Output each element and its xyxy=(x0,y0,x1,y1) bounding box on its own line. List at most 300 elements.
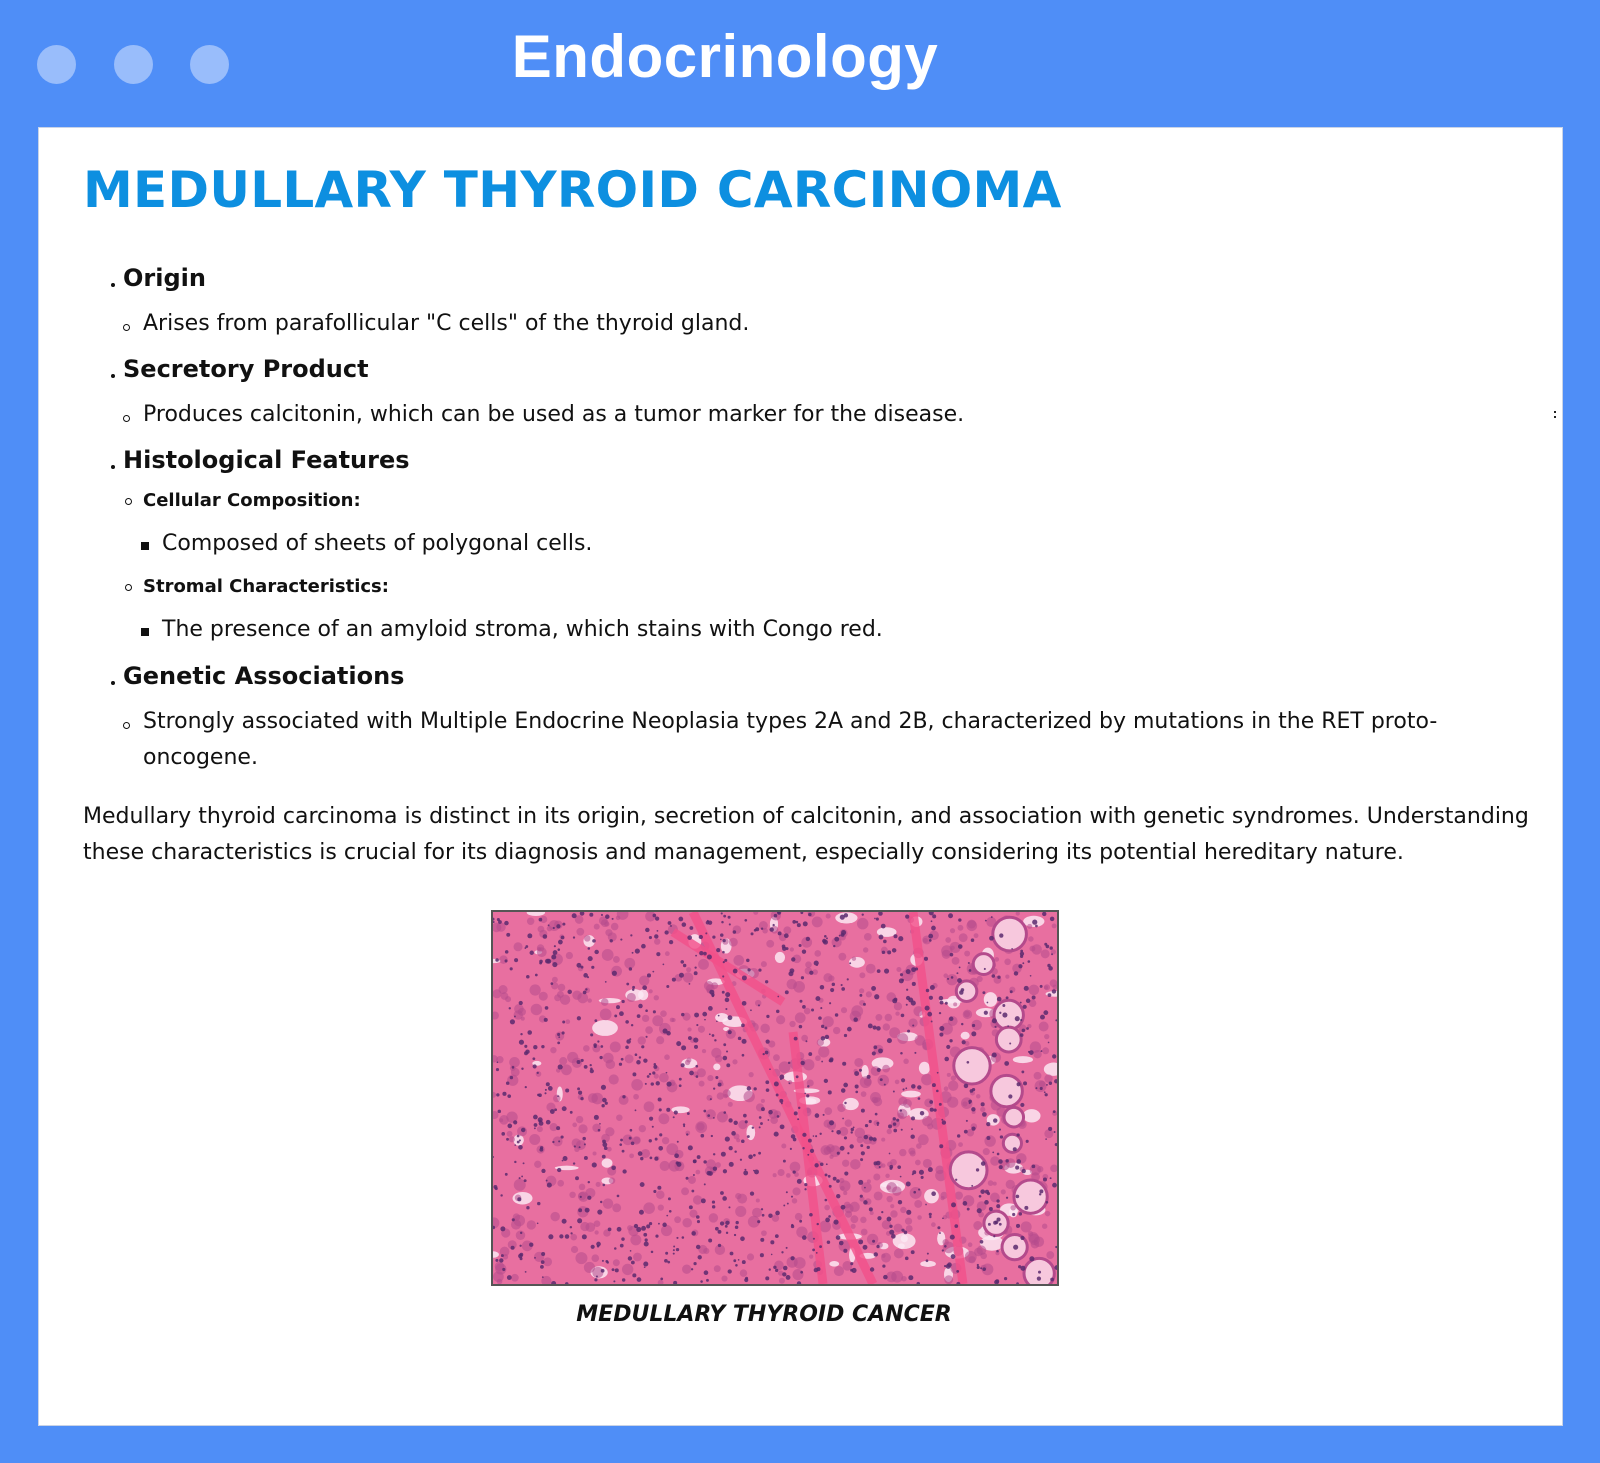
cell-nucleus xyxy=(718,1230,722,1234)
tissue-cell xyxy=(514,942,523,951)
tissue-cell xyxy=(591,1254,599,1262)
tissue-cell xyxy=(661,1225,672,1236)
cell-nucleus xyxy=(712,1205,715,1208)
cell-nucleus xyxy=(863,1200,868,1205)
cell-nucleus xyxy=(777,996,779,998)
cell-nucleus xyxy=(728,1206,730,1208)
cell-nucleus xyxy=(697,1220,700,1223)
cell-nucleus xyxy=(707,955,712,960)
cell-nucleus xyxy=(631,1141,635,1145)
cell-nucleus xyxy=(791,1196,793,1198)
cell-nucleus xyxy=(802,1133,806,1137)
tissue-cell xyxy=(658,1113,669,1124)
app-title: Endocrinology xyxy=(511,23,939,90)
cell-nucleus xyxy=(585,988,587,990)
cell-nucleus xyxy=(854,1071,859,1076)
cell-nucleus xyxy=(504,921,509,926)
cell-nucleus xyxy=(644,1241,649,1246)
thyroid-follicle xyxy=(1004,1107,1024,1127)
cell-nucleus xyxy=(791,1225,794,1228)
cell-nucleus xyxy=(723,915,726,918)
cell-nucleus xyxy=(524,1045,527,1048)
cell-nucleus xyxy=(842,1118,844,1120)
cell-nucleus xyxy=(605,1102,608,1105)
cell-nucleus xyxy=(714,1039,716,1041)
cell-nucleus xyxy=(525,1049,529,1053)
cell-nucleus xyxy=(788,1062,790,1064)
cell-nucleus xyxy=(863,1245,868,1250)
cell-nucleus xyxy=(740,1159,742,1161)
cell-nucleus xyxy=(877,1216,881,1220)
cell-nucleus xyxy=(509,1007,511,1009)
cell-nucleus xyxy=(1004,1277,1007,1280)
cell-nucleus xyxy=(632,988,634,990)
cell-nucleus xyxy=(625,1020,629,1024)
cell-nucleus xyxy=(1022,962,1024,964)
cell-nucleus xyxy=(726,1063,730,1067)
tissue-space xyxy=(1023,1109,1041,1122)
cell-nucleus xyxy=(786,1247,788,1249)
tissue-cell xyxy=(693,1195,702,1204)
cell-nucleus xyxy=(576,963,581,968)
cell-nucleus xyxy=(678,917,683,922)
summary-line-2: these characteristics is crucial for its diagnosis and management, especially considering its potential hereditary nature. xyxy=(83,840,1404,865)
cell-nucleus xyxy=(517,1197,521,1201)
tissue-cell xyxy=(687,1027,691,1031)
cell-nucleus xyxy=(809,971,813,975)
cell-nucleus xyxy=(928,1167,933,1172)
cell-nucleus xyxy=(876,1122,879,1125)
cell-nucleus xyxy=(551,955,556,960)
cell-nucleus xyxy=(1046,1201,1049,1204)
tissue-cell xyxy=(658,1205,664,1211)
cell-nucleus xyxy=(713,1153,715,1155)
cell-nucleus xyxy=(594,950,598,954)
cell-nucleus xyxy=(783,1205,785,1207)
tissue-cell xyxy=(882,1220,891,1229)
cell-nucleus xyxy=(779,1075,784,1080)
tissue-cell xyxy=(698,959,709,970)
cell-nucleus xyxy=(514,1161,516,1163)
cell-nucleus xyxy=(993,1221,997,1225)
cell-nucleus xyxy=(815,1135,817,1137)
cell-nucleus xyxy=(768,1110,773,1115)
tissue-space xyxy=(829,1261,839,1267)
cell-nucleus xyxy=(942,1217,944,1219)
cell-nucleus xyxy=(1015,1166,1019,1170)
cell-nucleus xyxy=(622,1169,626,1173)
cell-nucleus xyxy=(905,914,909,918)
cell-nucleus xyxy=(967,1208,970,1211)
tissue-cell xyxy=(915,1035,926,1046)
section-title-genetic-associations: Genetic Associations xyxy=(123,662,405,690)
tissue-cell xyxy=(1030,1164,1041,1175)
cell-nucleus xyxy=(933,1108,936,1111)
cell-nucleus xyxy=(632,1273,636,1277)
cell-nucleus xyxy=(653,1065,657,1069)
tissue-cell xyxy=(944,1086,949,1091)
cell-nucleus xyxy=(930,1108,934,1112)
cell-nucleus xyxy=(996,1199,999,1202)
cell-nucleus xyxy=(874,1252,878,1256)
cell-nucleus xyxy=(905,1257,909,1261)
cell-nucleus xyxy=(761,928,763,930)
cell-nucleus xyxy=(673,1116,675,1118)
tissue-cell xyxy=(616,1114,622,1120)
cell-nucleus xyxy=(612,971,617,976)
cell-nucleus xyxy=(733,1259,736,1262)
cell-nucleus xyxy=(784,933,789,938)
tissue-cell xyxy=(821,1145,831,1155)
cell-nucleus xyxy=(718,1015,720,1017)
cell-nucleus xyxy=(844,1171,848,1175)
cell-nucleus xyxy=(778,931,782,935)
cell-nucleus xyxy=(495,958,499,962)
cell-nucleus xyxy=(514,958,518,962)
tissue-cell xyxy=(612,1203,621,1212)
tissue-cell xyxy=(947,1073,951,1077)
cell-nucleus xyxy=(939,1103,942,1106)
cell-nucleus xyxy=(518,1254,522,1258)
cell-nucleus xyxy=(653,1190,656,1193)
cell-nucleus xyxy=(617,1227,622,1232)
cell-nucleus xyxy=(673,1245,675,1247)
cell-nucleus xyxy=(611,1166,616,1171)
cell-nucleus xyxy=(862,913,864,915)
cell-nucleus xyxy=(917,1085,921,1089)
cell-nucleus xyxy=(562,923,565,926)
cell-nucleus xyxy=(791,957,795,961)
cell-nucleus xyxy=(613,1280,615,1282)
cell-nucleus xyxy=(901,1014,905,1018)
cell-nucleus xyxy=(1000,1135,1003,1138)
tissue-cell xyxy=(627,1225,633,1231)
cell-nucleus xyxy=(810,1149,814,1153)
cell-nucleus xyxy=(544,1092,546,1094)
cell-nucleus xyxy=(982,1112,987,1117)
cell-nucleus xyxy=(590,1033,593,1036)
cell-nucleus xyxy=(665,1252,668,1255)
section-title-secretory-product: Secretory Product xyxy=(123,355,369,383)
cell-nucleus xyxy=(797,1179,802,1184)
cell-nucleus xyxy=(584,1065,588,1069)
cell-nucleus xyxy=(882,1265,885,1268)
tissue-cell xyxy=(686,967,691,972)
tissue-cell xyxy=(729,938,738,947)
tissue-cell xyxy=(537,944,544,951)
tissue-cell xyxy=(962,1101,967,1106)
tissue-cell xyxy=(814,950,821,957)
cell-nucleus xyxy=(562,1106,567,1111)
cell-nucleus xyxy=(701,1198,706,1203)
cell-nucleus xyxy=(602,1260,604,1262)
cell-nucleus xyxy=(588,947,591,950)
cell-nucleus xyxy=(844,1034,847,1037)
tissue-cell xyxy=(990,1156,999,1165)
bullet-circle xyxy=(123,324,130,331)
tissue-cell xyxy=(837,1104,845,1112)
cell-nucleus xyxy=(883,940,887,944)
tissue-cell xyxy=(1032,944,1042,954)
cell-nucleus xyxy=(793,1138,797,1142)
tissue-cell xyxy=(968,1242,973,1247)
cell-nucleus xyxy=(894,998,898,1002)
cell-nucleus xyxy=(577,1087,580,1090)
cell-nucleus xyxy=(758,1152,761,1155)
cell-nucleus xyxy=(961,1023,963,1025)
cell-nucleus xyxy=(540,1146,543,1149)
cell-nucleus xyxy=(720,1191,724,1195)
cell-nucleus xyxy=(620,1139,623,1142)
cell-nucleus xyxy=(743,1114,747,1118)
cell-nucleus xyxy=(704,1183,706,1185)
cell-nucleus xyxy=(1008,1094,1012,1098)
cell-nucleus xyxy=(979,1195,982,1198)
cell-nucleus xyxy=(734,1234,736,1236)
cell-nucleus xyxy=(548,1234,553,1239)
cell-nucleus xyxy=(843,1083,848,1088)
cell-nucleus xyxy=(996,1250,999,1253)
tissue-cell xyxy=(659,1073,669,1083)
cell-nucleus xyxy=(539,962,542,965)
cell-nucleus xyxy=(819,1133,821,1135)
tissue-cell xyxy=(622,1264,633,1275)
cell-nucleus xyxy=(783,1266,788,1271)
cell-nucleus xyxy=(925,1204,927,1206)
tissue-cell xyxy=(576,1116,583,1123)
cell-nucleus xyxy=(881,1211,883,1213)
tissue-cell xyxy=(530,984,541,995)
cell-nucleus xyxy=(649,1139,652,1142)
tissue-space xyxy=(901,1091,921,1098)
cell-nucleus xyxy=(1045,1138,1047,1140)
cell-nucleus xyxy=(637,1277,642,1282)
tissue-cell xyxy=(588,998,592,1002)
cell-nucleus xyxy=(930,985,935,990)
cell-nucleus xyxy=(782,944,786,948)
cell-nucleus xyxy=(1052,1054,1056,1058)
cell-nucleus xyxy=(649,1222,652,1225)
cell-nucleus xyxy=(597,1040,599,1042)
cell-nucleus xyxy=(893,934,897,938)
cell-nucleus xyxy=(939,996,943,1000)
thyroid-follicle xyxy=(994,1000,1023,1029)
cell-nucleus xyxy=(758,968,761,971)
cell-nucleus xyxy=(652,1071,655,1074)
cell-nucleus xyxy=(612,1268,615,1271)
tissue-cell xyxy=(583,1045,590,1052)
cell-nucleus xyxy=(700,1134,704,1138)
cell-nucleus xyxy=(709,1033,711,1035)
cell-nucleus xyxy=(673,1249,675,1251)
cell-nucleus xyxy=(1017,1082,1021,1086)
tissue-cell xyxy=(792,1187,800,1195)
tissue-cell xyxy=(1052,924,1057,929)
cell-nucleus xyxy=(799,944,802,947)
cell-nucleus xyxy=(518,1145,523,1150)
tissue-cell xyxy=(509,1057,520,1068)
cell-nucleus xyxy=(1020,955,1023,958)
cell-nucleus xyxy=(497,1061,499,1063)
cell-nucleus xyxy=(835,1013,838,1016)
cell-nucleus xyxy=(542,1276,544,1278)
tissue-cell xyxy=(756,1199,760,1203)
cell-nucleus xyxy=(734,1121,738,1125)
cell-nucleus xyxy=(622,1095,625,1098)
cell-nucleus xyxy=(726,1050,728,1052)
cell-nucleus xyxy=(1026,999,1031,1004)
cell-nucleus xyxy=(540,1265,544,1269)
cell-nucleus xyxy=(977,1208,982,1213)
cell-nucleus xyxy=(929,996,933,1000)
tissue-cell xyxy=(624,958,635,969)
tissue-cell xyxy=(552,977,558,983)
cell-nucleus xyxy=(957,978,962,983)
cell-nucleus xyxy=(977,1264,979,1266)
cell-nucleus xyxy=(774,914,778,918)
bullet-circle xyxy=(123,722,130,729)
cell-nucleus xyxy=(499,1258,503,1262)
tissue-cell xyxy=(643,1202,655,1214)
cell-nucleus xyxy=(495,1259,498,1262)
cell-nucleus xyxy=(725,1137,730,1142)
cell-nucleus xyxy=(929,1213,932,1216)
cell-nucleus xyxy=(759,1126,761,1128)
cell-nucleus xyxy=(936,1090,939,1093)
cell-nucleus xyxy=(725,1225,728,1228)
cell-nucleus xyxy=(1046,945,1050,949)
cell-nucleus xyxy=(746,959,749,962)
cell-nucleus xyxy=(621,1237,624,1240)
cell-nucleus xyxy=(502,1092,506,1096)
cell-nucleus xyxy=(864,1135,869,1140)
cell-nucleus xyxy=(1047,964,1051,968)
tissue-cell xyxy=(885,1014,892,1021)
cell-nucleus xyxy=(514,1144,516,1146)
cell-nucleus xyxy=(825,1035,829,1039)
cell-nucleus xyxy=(632,952,634,954)
cell-nucleus xyxy=(992,1152,994,1154)
cell-nucleus xyxy=(625,1045,629,1049)
tissue-cell xyxy=(572,990,581,999)
cell-nucleus xyxy=(597,1209,602,1214)
cell-nucleus xyxy=(590,1067,593,1070)
cell-nucleus xyxy=(541,1260,545,1264)
cell-nucleus xyxy=(582,1137,585,1140)
cell-nucleus xyxy=(1035,925,1038,928)
cell-nucleus xyxy=(660,1278,663,1281)
tissue-cell xyxy=(891,1271,903,1283)
cell-nucleus xyxy=(803,921,808,926)
cell-nucleus xyxy=(577,1218,582,1223)
cell-nucleus xyxy=(1051,953,1053,955)
cell-nucleus xyxy=(562,1031,565,1034)
cell-nucleus xyxy=(901,1229,904,1232)
cell-nucleus xyxy=(814,1163,818,1167)
cell-nucleus xyxy=(877,1068,881,1072)
tissue-cell xyxy=(527,918,534,925)
cell-nucleus xyxy=(659,1133,662,1136)
cell-nucleus xyxy=(638,1151,643,1156)
cell-nucleus xyxy=(825,1173,828,1176)
cell-nucleus xyxy=(828,1090,832,1094)
cell-nucleus xyxy=(742,1054,745,1057)
bullet-circle xyxy=(125,498,132,505)
cell-nucleus xyxy=(931,1191,936,1196)
tissue-cell xyxy=(894,1224,903,1233)
tissue-cell xyxy=(683,972,693,982)
thyroid-follicle xyxy=(993,917,1027,951)
cell-nucleus xyxy=(861,1151,865,1155)
tissue-cell xyxy=(887,1129,892,1134)
cell-nucleus xyxy=(818,1016,822,1020)
tissue-cell xyxy=(786,1173,791,1178)
cell-nucleus xyxy=(573,1162,575,1164)
cell-nucleus xyxy=(906,969,911,974)
tissue-cell xyxy=(761,1230,767,1236)
cell-nucleus xyxy=(976,1168,979,1171)
tissue-cell xyxy=(845,1119,853,1127)
cell-nucleus xyxy=(520,1033,522,1035)
cell-nucleus xyxy=(712,1034,715,1037)
cell-nucleus xyxy=(970,1089,974,1093)
cell-nucleus xyxy=(691,1268,693,1270)
cell-nucleus xyxy=(601,914,603,916)
cell-nucleus xyxy=(785,990,789,994)
cell-nucleus xyxy=(912,1024,914,1026)
cell-nucleus xyxy=(530,951,534,955)
cell-nucleus xyxy=(603,1184,606,1187)
cell-nucleus xyxy=(1023,1081,1027,1085)
tissue-cell xyxy=(850,1159,861,1170)
cell-nucleus xyxy=(578,1091,582,1095)
tissue-cell xyxy=(607,1147,612,1152)
cell-nucleus xyxy=(766,1015,769,1018)
cell-nucleus xyxy=(601,1085,606,1090)
tissue-cell xyxy=(943,1239,949,1245)
tissue-cell xyxy=(1046,1251,1054,1259)
cell-nucleus xyxy=(588,956,593,961)
cell-nucleus xyxy=(750,1191,754,1195)
cell-nucleus xyxy=(987,1002,989,1004)
cell-nucleus xyxy=(955,1179,957,1181)
cell-nucleus xyxy=(774,1081,779,1086)
cell-nucleus xyxy=(689,1071,694,1076)
cell-nucleus xyxy=(939,1232,941,1234)
cell-nucleus xyxy=(937,1226,940,1229)
cell-nucleus xyxy=(728,1269,732,1273)
tissue-cell xyxy=(609,1177,616,1184)
tissue-cell xyxy=(804,1008,811,1015)
cell-nucleus xyxy=(765,980,768,983)
cell-nucleus xyxy=(704,1019,706,1021)
tissue-cell xyxy=(890,1204,894,1208)
cell-nucleus xyxy=(991,916,993,918)
cell-nucleus xyxy=(1054,1131,1056,1133)
cell-nucleus xyxy=(556,924,560,928)
cell-nucleus xyxy=(601,1104,604,1107)
cell-nucleus xyxy=(592,1162,597,1167)
cell-nucleus xyxy=(537,1202,540,1205)
cell-nucleus xyxy=(773,924,775,926)
cell-nucleus xyxy=(816,1267,820,1271)
tissue-cell xyxy=(588,1093,598,1103)
bullet-disc xyxy=(111,681,115,685)
tissue-cell xyxy=(828,975,834,981)
tissue-cell xyxy=(1039,1081,1045,1087)
cell-nucleus xyxy=(510,1076,513,1079)
cell-nucleus xyxy=(696,1075,699,1078)
